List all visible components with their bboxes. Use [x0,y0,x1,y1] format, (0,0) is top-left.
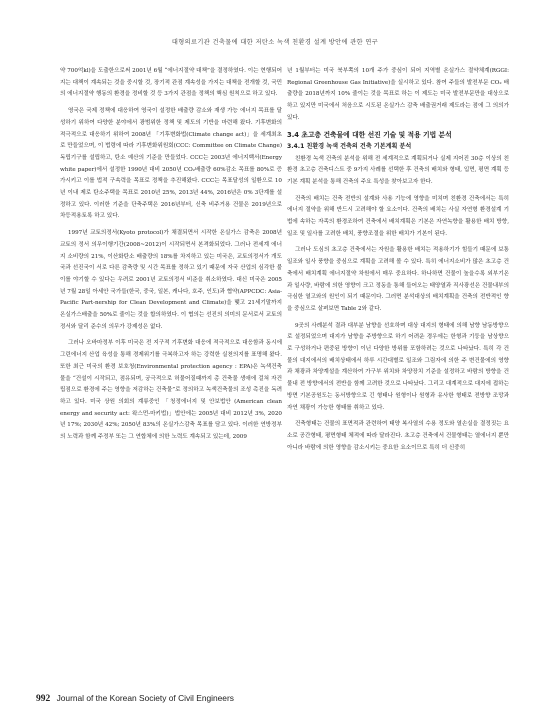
body-paragraph: 친환경 녹색 건축의 분석을 위해 전 세계적으로 계획되거나 실제 지어진 30층 이상의 친환경 초고층 건축디스트 중 9가지 사례를 선택한 후 건축의 배치와 형태, 입면, 평면 계획 등 기본 계획 분석을 통해 건축의 주요 특성을 찾아보고자 한다. [287,155,509,185]
journal-name: Journal of the Korean Society of Civil Engineers [56,693,234,703]
body-paragraph: 1997년 교토의정서(Kyoto protocol)가 채결되면서 시작한 온실가스 감축은 2008년 교토의 정서 의무이행기간(2008~2012)이 시작되면서 본격화되었다. 그러나 전세계 에너지 소비량의 21%, 이산화탄소 배출량의 18%를 차지하고 있는 미국은, 교토의정서가 개도국과 선진국이 서로 다른 감축량 및 시간 목표를 정하고 있기 때문에 자국 산업의 심각한 불이를 야기할 수 있다는 우려로 2001년 교토의정서 비준을 취소하였다. 대신 미국은 2005년 7월 28일 아세안 국가들(한국, 중국, 일본, 캐나다, 호주, 인도)과 협약(APPCDC: Asia-Pacific Part-nership for Clean Development and Climate)을 맺고 21세기말까지 온실가스배출을 50%로 줄이는 것을 합의하였다. 이 협의는 선진의 의미의 문서로서 교토의정서와 달리 준수의 의무가 강제성은 없다. [60,230,282,330]
body-paragraph: 그러나 도심의 초고층 건축에서는 자원을 활용한 배치는 적용하기가 힘들기 때문에 보통 일조와 일사 풍향을 중심으로 계획을 고려해 볼 수 있다. 특히 에너지소비가 많은 초고층 건축에서 배치계획 에너지절약 차원에서 매우 중요하다. 하나하면 건물이 높을수록 외부기온과 일사량, 바람에 의한 영향이 크고 정동을 통해 들어오는 태양열과 직사광선은 건물내부의 극심한 열고와의 원인이 되기 때문이다. 그러면 분석대상의 배치계획을 건축의 전반적인 향을 중심으로 살펴보면 Table 2와 같다. [287,247,509,312]
page-number: 992 [36,694,51,704]
body-paragraph: 영국은 국제 정책에 대응하여 영국이 설정한 배출량 감소와 재생 가능 에너지 목표를 달성하기 위하여 다양한 분야에서 광범위한 정책 및 제도의 기반을 마련해 왔다. 기후변화의 적극적으로 대응하기 위하여 2008년 「기후변화법(Climate change act)」을 세계최초로 만들었으며, 이 법령에 따라 기후변화위원회(CCC: Committee on Climate Change) 독립기구를 설립하고, 탄소 예산의 기준을 만들었다. CCC는 2003년 에너지백서(Energy white paper)에서 설정한 1990년 대비 2050년 CO₂배출량 60%감소 목표를 80%로 증가시키고 이를 법적 구속력을 목표로 정책을 추진해왔다. CCC는 목표달성의 일환으로 10년 이내 제로 탄소주택을 목표로 2010년 25%, 2013년 44%, 2016년은 0% 3단계를 설정하고 있다. 이러한 기준을 단축주택은 2016년부터, 신축 비주거용 건물은 2019년으로 차등적용토록 하고 있다. [60,108,282,220]
left-column [60,66,282,449]
body-paragraph: 약 700억kl)을 도출한으로써 2001년 6월 “에너지절약 대책”을 결정하였다. 이는 현행되어지는 대책이 계속되는 것을 중시할 것, 장기적 관점 계속성을 가지는 대책을 전개할 것, 국민의 에너지절약 행동의 환경을 정비할 것 등 3가지 관점을 정책의 핵심 원칙으로 하고 있다. [60,68,282,98]
body-paragraph: 년 1월부터는 미국 북부쪽의 10개 주가 중심이 되어 지역별 온실가스 절약체계(RGGI: Regional Greenhouse Gas Initiative)을 실시하고 있다. 참여 주들의 발전부문 CO₂ 배출량을 2018년까지 10% 줄이는 것을 목표로 하는 이 제도는 미국 발전부문만을 대상으로 하고 있지만 미국에서 처음으로 시도된 온실가스 감축 배출권거래 제도라는 점에 그 의의가 있다. [287,68,509,121]
body-paragraph: 건축형태는 건물의 표면적과 관련하여 태양 복사열의 수용 정도와 열손실을 결정짓는 요소로 공간형태, 평면형태 체적에 따라 달라진다. 초고층 건축에서 건물형태는 열에너지 뿐만 아니라 바람에 의한 영향을 감소시키는 중요한 요소이므로 특히 더 신중히 [287,421,509,451]
page-footer [36,693,234,704]
body-paragraph: 그러나 오바마정부 이후 미국은 전 지구적 기후변화 대응에 적극적으로 대응함과 동시에 그린에너지 산업 육성을 통해 경제위기를 극복하고자 하는 강력한 실천의지를 표명해 왔다. 또한 최근 미국의 환경 보호청(Environmental protection agency : EPA)은 녹색건축물을 “건설이 시작되고, 점유되며, 궁극적으로 허물어질때까지 총 건축물 생애에 걸쳐 자건립점으로 환경에 주는 영향을 저감하는 건축물”로 정의하고 녹색건축물의 조성 촉진을 독려하고 있다. 미국 상원 의회의 계류중인 「청정에너지 및 안보법안 (American clean energy and security act: 왁스먼-마키법)」법안에는 2005년 대비 2012년 3%, 2020년 17%; 2030년 42%; 2050년 83%의 온실가스감축 목표를 담고 있다. 이러한 연방정부의 노력과 함께 주정부 또는 그 연합체에 의한 노력도 계속되고 있는데, 2009 [60,340,282,441]
right-column [287,66,509,459]
subsection-heading: 3.4.1 친환경 녹색 건축의 건축 기본계획 분석 [287,142,412,150]
section-heading: 3.4 초고층 건축물에 대한 선진 기술 및 적용 기법 분석 [287,130,452,139]
running-head: 대형의료기관 건축물에 대한 저탄소 녹색 친환경 설계 방안에 관한 연구 [171,39,379,46]
body-paragraph: 건축의 배치는 건축 전반의 설계와 사용 기능에 영향을 미치며 친환경 건축에서는 특히 에너지 절약을 위해 반드시 고려해야 할 요소이다. 건축의 배치는 사실 자연형 환경설계 기법에 속하는 자족의 환경조하여 건축에서 배치계획은 기본은 자연녹향을 활용한 배치 방향, 일조 및 일사를 고려한 배치, 풍향조절을 위한 배치가 기본이 된다. [287,195,509,237]
body-paragraph: 9곳의 사례분석 결과 대부분 남향을 선호하며 대상 대지의 형태에 의해 남향 남동방향으로 설정되었으며 대지가 남향을 주방향으로 하기 어려운 경우에는 한형과 기둥을 남상향으로 구성하거나 편중된 방향이 이닌 다양한 방위를 포함하려는 것으로 나타났다. 특히 각 건물의 대지에서의 배치상태에서 하루 시간대별로 일조와 그림자에 의한 주 변건물에의 영향과 채광과 차양계설을 계산하여 가구부 위치와 차양장치 기준을 설정하고 바람의 방향을 건물내 전 방향에서의 전반을 함께 고려한 것으로 나타났다. 그리고 대계적으로 대지에 접하는 방면 기본공원도는 동서방향으로 긴 형태나 원형이나 원형과 유사한 형태로 전방향 조망과 자연 채광이 가능한 형태를 취하고 있다. [287,322,509,411]
